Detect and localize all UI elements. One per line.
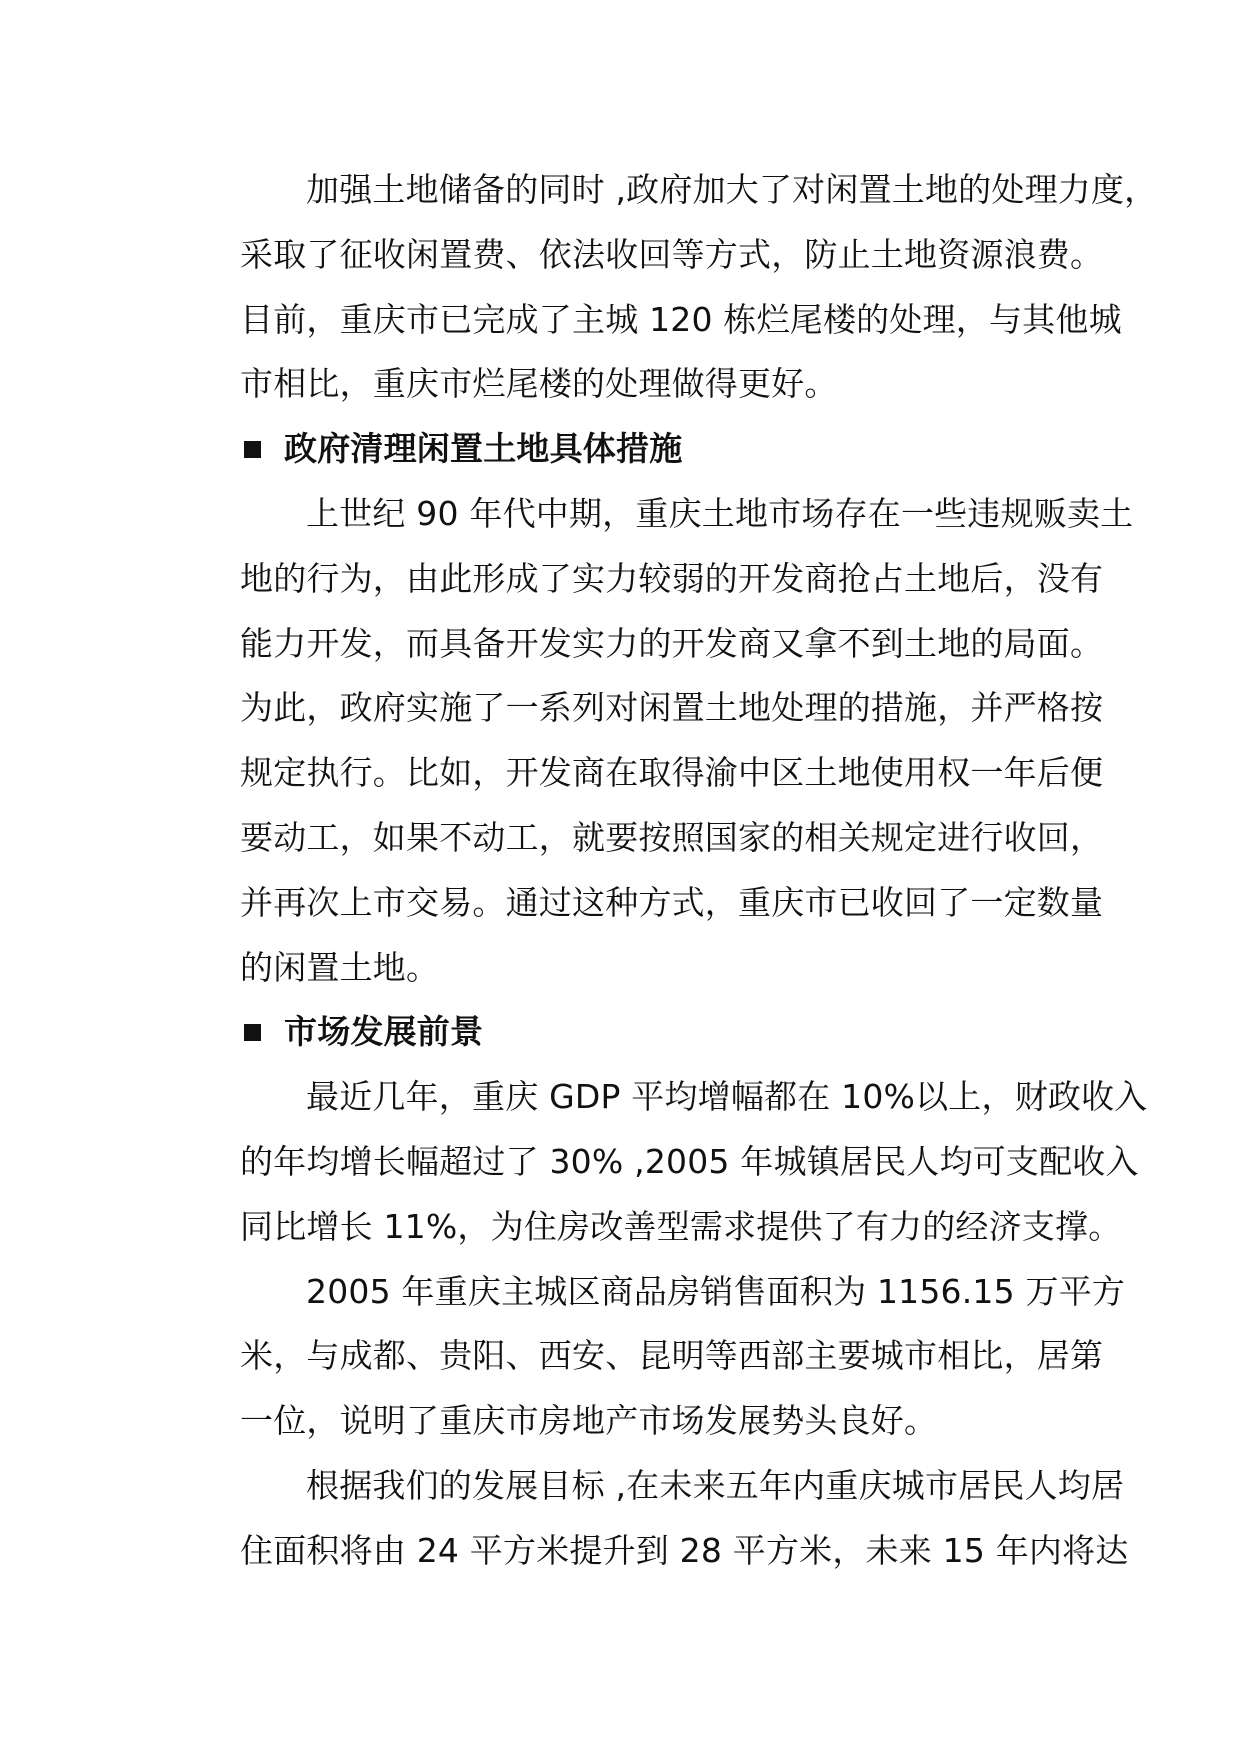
paragraph-line: 住面积将由 24 平方米提升到 28 平方米，未来 15 年内将达 [240,1530,1129,1570]
paragraph-line: 目前，重庆市已完成了主城 120 栋烂尾楼的处理，与其他城 [240,299,1122,339]
paragraph-line: 地的行为，由此形成了实力较弱的开发商抢占土地后，没有 [240,558,1104,598]
section-heading-text: 政府清理闲置土地具体措施 [284,429,683,469]
section-heading-market-outlook [240,1000,1160,1065]
paragraph-line: 为此，政府实施了一系列对闲置土地处理的措施，并严格按 [240,688,1104,728]
paragraph-line: 一位，说明了重庆市房地产市场发展势头良好。 [240,1401,938,1441]
paragraph-line: 米，与成都、贵阳、西安、昆明等西部主要城市相比，居第 [240,1336,1104,1376]
paragraph-line: 的年均增长幅超过了 30% ,2005 年城镇居民人均可支配收入 [240,1141,1139,1181]
paragraph-line: 并再次上市交易。通过这种方式，重庆市已收回了一定数量 [240,882,1104,922]
paragraph-line: 能力开发，而具备开发实力的开发商又拿不到土地的局面。 [240,623,1104,663]
paragraph-line: 2005 年重庆主城区商品房销售面积为 1156.15 万平方 [306,1271,1126,1311]
document-body [240,158,1160,1584]
section-heading-text: 市场发展前景 [284,1012,484,1052]
section-heading-idle-land [240,417,1160,482]
paragraph-line: 上世纪 90 年代中期，重庆土地市场存在一些违规贩卖土 [306,493,1134,533]
paragraph-line: 要动工，如果不动工，就要按照国家的相关规定进行收回， [240,817,1104,857]
square-bullet-icon [244,441,261,458]
paragraph-line: 根据我们的发展目标 ,在未来五年内重庆城市居民人均居 [306,1465,1125,1505]
paragraph-line: 同比增长 11%，为住房改善型需求提供了有力的经济支撑。 [240,1206,1122,1246]
paragraph-line: 规定执行。比如，开发商在取得渝中区土地使用权一年后便 [240,753,1104,793]
paragraph-line: 的闲置土地。 [240,947,440,987]
paragraph-line: 采取了征收闲置费、依法收回等方式，防止土地资源浪费。 [240,234,1104,274]
paragraph-line: 加强土地储备的同时 ,政府加大了对闲置土地的处理力度， [306,170,1158,209]
paragraph-line: 市相比，重庆市烂尾楼的处理做得更好。 [240,364,838,404]
square-bullet-icon [244,1024,261,1041]
paragraph-line: 最近几年，重庆 GDP 平均增幅都在 10%以上，财政收入 [306,1077,1148,1117]
